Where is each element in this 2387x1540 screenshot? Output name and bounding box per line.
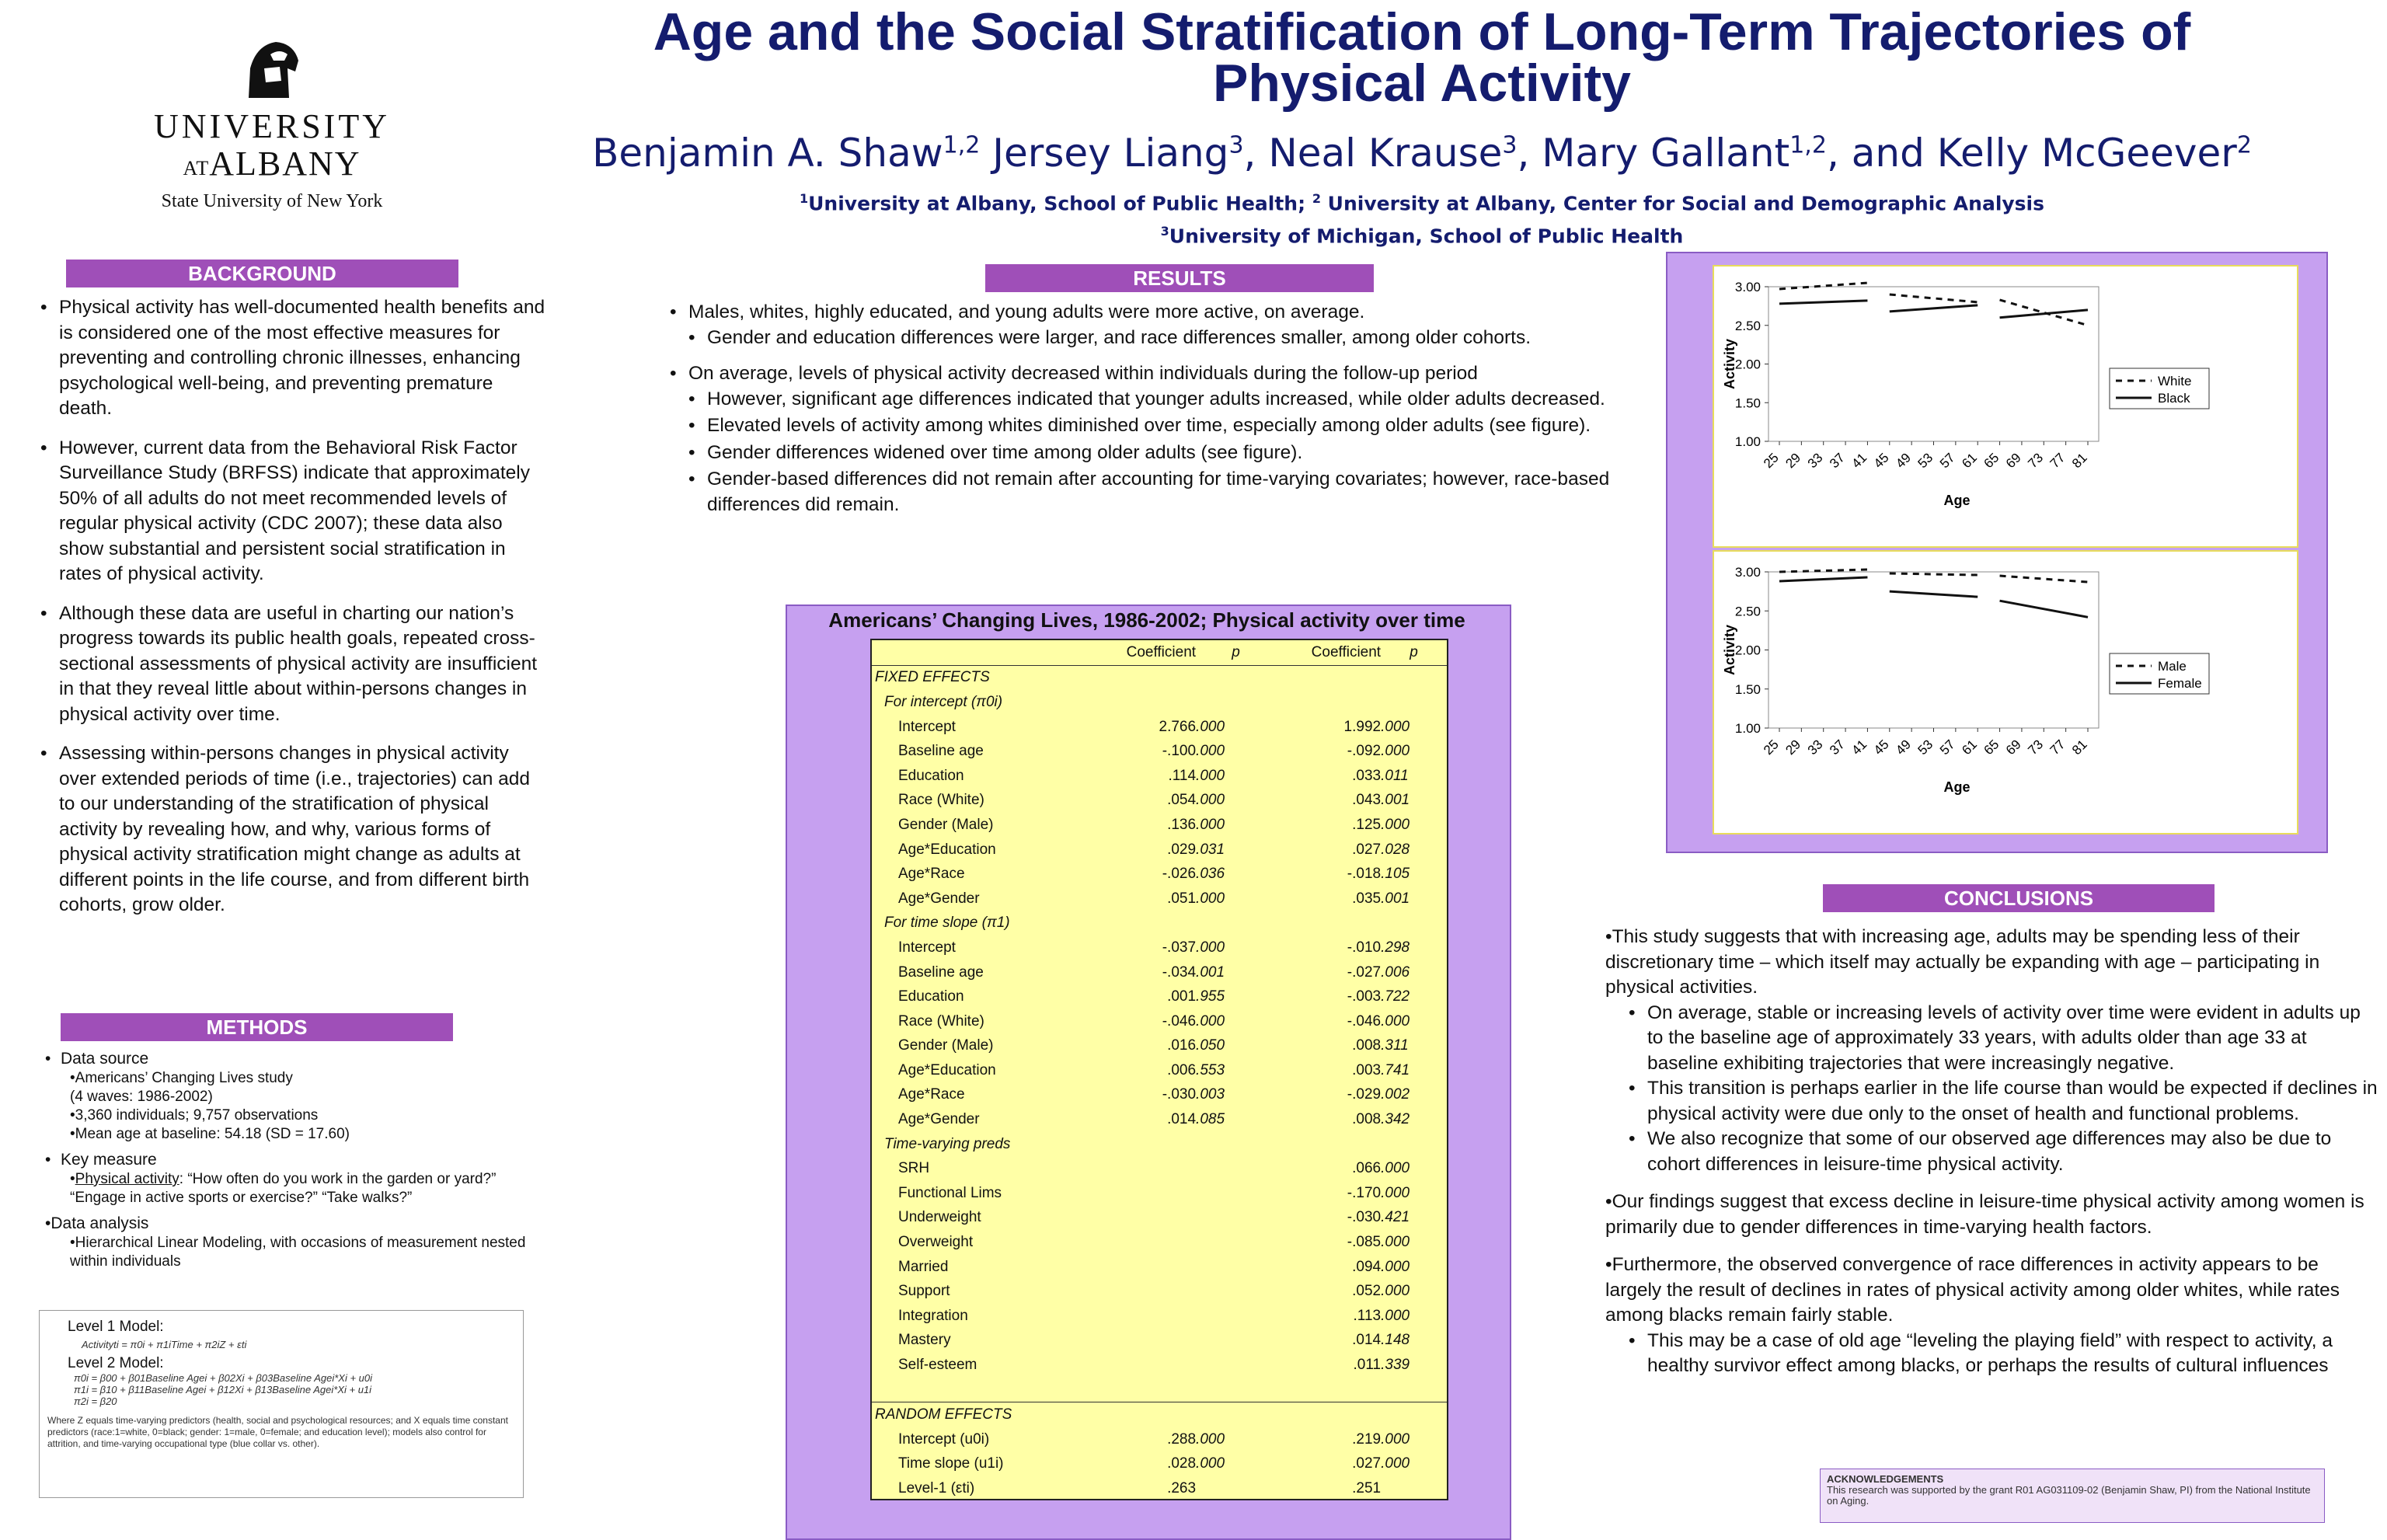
table-cell: -.046 — [1347, 1012, 1382, 1030]
table-cell: .011 — [1381, 767, 1409, 784]
table-cell: .000 — [1381, 816, 1410, 833]
table-cell: 2.766 — [1159, 718, 1197, 735]
university-logo — [117, 37, 427, 211]
table-cell: .000 — [1381, 743, 1410, 760]
results-subbullet: • Gender-based differences did not remain after accounting for time-varying covariates; however, race-based differences did remain. — [688, 467, 1664, 517]
level1-equation: Activityti = π0i + π1iTime + π2iZ + εti — [82, 1339, 247, 1350]
row-label: Gender (Male) — [898, 816, 994, 833]
table-cell: .288 — [1167, 1430, 1197, 1448]
results-subbullet: • Gender and education differences were larger, and race differences smaller, among older cohorts. — [688, 326, 1664, 351]
x-tick-label: 41 — [1849, 737, 1870, 758]
table-cell: .113 — [1353, 1307, 1382, 1324]
conclusions-heading: CONCLUSIONS — [1823, 884, 2215, 912]
x-tick-label: 49 — [1893, 450, 1914, 472]
table-cell: .028 — [1381, 841, 1410, 858]
table-cell: .000 — [1381, 1258, 1410, 1275]
table-cell: .000 — [1196, 939, 1225, 956]
table-section-label: For time slope (π1) — [884, 915, 1010, 932]
race-activity-chart — [1713, 265, 2298, 548]
table-cell: -.003 — [1347, 988, 1382, 1005]
row-label: Underweight — [898, 1209, 981, 1226]
table-section-row — [872, 1132, 1447, 1157]
y-tick-label: 3.00 — [1734, 565, 1761, 580]
table-cell: .008 — [1352, 1037, 1382, 1054]
table-cell: -.100 — [1162, 743, 1197, 760]
background-text — [40, 295, 545, 932]
row-label: Race (White) — [898, 1012, 984, 1030]
col-header: p — [1381, 640, 1447, 665]
table-cell: .722 — [1381, 988, 1410, 1005]
acknowledgements-box — [1820, 1469, 2325, 1523]
table-cell: .000 — [1381, 1160, 1410, 1177]
table-cell — [1196, 1230, 1276, 1255]
table-cell: .033 — [1352, 767, 1382, 784]
results-bullet: • Males, whites, highly educated, and young adults were more active, on average. • Gender and education differences were larger, and race differences smaller, among older cohorts. — [670, 300, 1664, 350]
legend-label: Female — [2158, 676, 2202, 691]
conclusions-text — [1605, 925, 2379, 1392]
table-cell — [1196, 1329, 1276, 1354]
table-cell: .001 — [1381, 890, 1410, 907]
table-cell: .003 — [1196, 1086, 1225, 1103]
table-cell — [1098, 1329, 1196, 1354]
x-tick-label: 33 — [1804, 737, 1826, 758]
table-cell: .000 — [1196, 1430, 1225, 1448]
table-cell — [1196, 1255, 1276, 1280]
y-tick-label: 2.00 — [1734, 357, 1761, 372]
table-row — [872, 1304, 1447, 1329]
methods-key-measure: • Key measure — [45, 1150, 550, 1170]
gender-chart-svg — [1714, 552, 2297, 833]
table-cell: .029 — [1167, 841, 1197, 858]
table-cell: -.030 — [1347, 1209, 1382, 1226]
table-row — [872, 715, 1447, 740]
y-tick-label: 3.00 — [1734, 280, 1761, 294]
table-cell — [1196, 1304, 1276, 1329]
table-cell: .094 — [1352, 1258, 1382, 1275]
col-header: p — [1196, 640, 1276, 665]
conclusion-paragraph: •Our findings suggest that excess decline in leisure-time physical activity among women is primarily due to gender differences in time-varying health factors. — [1605, 1191, 2364, 1238]
table-cell: -.085 — [1347, 1234, 1382, 1251]
row-label: Mastery — [898, 1332, 951, 1349]
table-cell — [1098, 1156, 1196, 1181]
table-cell: .000 — [1196, 1012, 1225, 1030]
conclusion-subbullet: • On average, stable or increasing levels of activity over time were evident in adults up to the baseline age of approximately 33 years, with adults older than age 33 at baseline exhibiting trajectories that were increasingly negative. — [1629, 1001, 2379, 1077]
x-tick-label: 77 — [2047, 737, 2068, 758]
table-cell: .031 — [1196, 841, 1225, 858]
table-row — [872, 1255, 1447, 1280]
level2-equation: π1i = β10 + β11Baseline Agei + β12Xi + β13Baseline Agei*Xi + u1i — [74, 1384, 372, 1395]
table-section-label: FIXED EFFECTS — [875, 669, 990, 686]
methods-item: •Hierarchical Linear Modeling, with occasions of measurement nested within individuals — [70, 1235, 526, 1270]
table-cell: .027 — [1352, 1455, 1382, 1472]
poster-title: Age and the Social Stratification of Long-Term Trajectories of Physical Activity — [653, 2, 2191, 113]
table-cell: .001 — [1381, 792, 1410, 809]
row-label: Age*Race — [898, 866, 965, 883]
table-section-label: For intercept (π0i) — [884, 693, 1003, 710]
table-cell: .263 — [1167, 1479, 1197, 1496]
table-cell: .000 — [1381, 1283, 1410, 1300]
table-row — [872, 960, 1447, 985]
x-tick-label: 65 — [1981, 737, 2002, 758]
table-cell: .105 — [1381, 866, 1410, 883]
table-cell: -.030 — [1162, 1086, 1197, 1103]
x-tick-label: 81 — [2069, 737, 2090, 758]
table-cell: .000 — [1381, 1184, 1410, 1201]
table-cell: .553 — [1196, 1061, 1225, 1078]
model-note: Where Z equals time-varying predictors (health, social and psychological resources; and X equals time constant predictors (race:1=white, 0=black; gender: 1=male, 0=female; and education level); models also control for attrition, and time-varying occupational type (blue collar vs. other). — [47, 1415, 508, 1449]
table-cell: .035 — [1352, 890, 1382, 907]
row-label: Gender (Male) — [898, 1037, 994, 1054]
row-label: Education — [898, 988, 964, 1005]
results-bullet: • On average, levels of physical activity decreased within individuals during the follow-up period • However, significant age differences indicated that younger adults increased, while older adults decreased. • Elevated levels of activity among whites diminished over time, especially among older adults (see figure). • Gender differences widened over time among older adults (see figure). • Gender-based differences did not remain after accounting for time-varying covariates; however, race-based differences did remain. — [670, 361, 1664, 517]
table-cell: .342 — [1381, 1111, 1410, 1128]
conclusion-subbullet: • We also recognize that some of our observed age differences may also be due to cohort differences in leisure-time physical activity. — [1629, 1127, 2379, 1177]
table-row — [872, 887, 1447, 911]
row-label: Intercept — [898, 939, 956, 956]
table-cell: .251 — [1352, 1479, 1382, 1496]
x-tick-label: 25 — [1761, 450, 1782, 472]
x-tick-label: 29 — [1782, 450, 1804, 472]
row-label: Baseline age — [898, 743, 984, 760]
table-spacer — [872, 1378, 1447, 1402]
table-cell: -.092 — [1347, 743, 1382, 760]
table-row — [872, 1034, 1447, 1059]
level1-label: Level 1 Model: — [68, 1319, 164, 1335]
table-cell: .114 — [1168, 767, 1197, 784]
row-label: Support — [898, 1283, 950, 1300]
table-row — [872, 1452, 1447, 1477]
x-tick-label: 53 — [1915, 450, 1936, 472]
legend-label: Male — [2158, 659, 2187, 674]
y-tick-label: 2.50 — [1734, 604, 1761, 619]
table-cell: .741 — [1381, 1061, 1410, 1078]
table-section-row — [872, 911, 1447, 936]
methods-data-source: • Data source — [45, 1049, 550, 1069]
legend-label: White — [2158, 374, 2192, 388]
row-label: Time slope (u1i) — [898, 1455, 1004, 1472]
x-tick-label: 69 — [2002, 450, 2024, 472]
table-cell: .000 — [1196, 816, 1225, 833]
table-cell: .000 — [1381, 718, 1410, 735]
table-cell: -.046 — [1162, 1012, 1197, 1030]
x-tick-label: 37 — [1827, 450, 1848, 472]
y-tick-label: 1.00 — [1734, 434, 1761, 449]
table-cell: .000 — [1381, 1455, 1410, 1472]
table-cell: .066 — [1352, 1160, 1382, 1177]
table-cell: .000 — [1381, 1012, 1410, 1030]
table-cell: .011 — [1353, 1357, 1382, 1374]
affiliation-2: $^3$University of Michigan, School of Public Health — [1160, 224, 1684, 248]
row-label: Intercept — [898, 718, 956, 735]
table-row — [872, 1107, 1447, 1132]
table-cell: .001 — [1167, 988, 1197, 1005]
affiliation-1: $^1$University at Albany, School of Public Health; $^2$ University at Albany, Center for Social and Demographic Analysis — [799, 191, 2045, 215]
methods-text — [45, 1049, 550, 1271]
table-cell — [1196, 1353, 1276, 1378]
level2-equation: π0i = β00 + β01Baseline Agei + β02Xi + β03Baseline Agei*Xi + u0i — [74, 1372, 373, 1384]
y-axis-label: Activity — [1722, 624, 1737, 676]
ack-heading: ACKNOWLEDGEMENTS — [1827, 1473, 1944, 1485]
table-section-row — [872, 1402, 1447, 1427]
row-label: Overweight — [898, 1234, 974, 1251]
table-cell: .028 — [1167, 1455, 1197, 1472]
y-tick-label: 1.00 — [1734, 721, 1761, 736]
methods-item: (4 waves: 1986-2002) — [70, 1089, 213, 1105]
model-box — [39, 1310, 524, 1498]
x-tick-label: 81 — [2069, 450, 2090, 472]
table-cell: .006 — [1167, 1061, 1197, 1078]
logo-university: UNIVERSITY — [154, 107, 390, 145]
table-cell: .000 — [1381, 1430, 1410, 1448]
table-cell: .219 — [1352, 1430, 1382, 1448]
table-header-row — [872, 640, 1447, 665]
x-tick-label: 69 — [2002, 737, 2024, 758]
table-cell — [1098, 1304, 1196, 1329]
table-cell — [1098, 1255, 1196, 1280]
logo-albany: ATALBANY — [183, 145, 361, 183]
table-cell — [1098, 1279, 1196, 1304]
results-subbullet: • Elevated levels of activity among whites diminished over time, especially among older adults (see figure). — [688, 413, 1664, 439]
table-cell: -.034 — [1162, 963, 1197, 981]
table-row — [872, 1353, 1447, 1378]
table-cell: .051 — [1167, 890, 1197, 907]
table-cell: .014 — [1167, 1111, 1197, 1128]
y-tick-label: 1.50 — [1734, 395, 1761, 411]
x-tick-label: 45 — [1870, 737, 1892, 758]
row-label: Race (White) — [898, 792, 984, 809]
table-cell: .298 — [1381, 939, 1410, 956]
x-tick-label: 37 — [1827, 737, 1848, 758]
table-cell: -.027 — [1347, 963, 1382, 981]
row-label: Age*Gender — [898, 1111, 980, 1128]
table-cell: .014 — [1352, 1332, 1382, 1349]
methods-item: •Americans’ Changing Lives study — [70, 1070, 293, 1086]
table-cell: .000 — [1196, 890, 1225, 907]
table-cell: .000 — [1196, 743, 1225, 760]
table-section-label: RANDOM EFFECTS — [872, 1402, 1447, 1427]
methods-heading: METHODS — [61, 1013, 453, 1041]
table-cell: .027 — [1352, 841, 1382, 858]
table-row — [872, 1427, 1447, 1452]
x-tick-label: 57 — [1936, 450, 1958, 472]
legend-label: Black — [2158, 391, 2190, 406]
table-cell — [1098, 1206, 1196, 1231]
authors: Benjamin A. Shaw$^{1,2}$ Jersey Liang$^3$, Neal Krause$^3$, Mary Gallant$^{1,2}$, and Kelly McGeever$^2$ — [592, 131, 2252, 176]
table-cell: .000 — [1196, 718, 1225, 735]
table-row — [872, 1476, 1447, 1501]
table-cell: .955 — [1196, 988, 1225, 1005]
x-tick-label: 77 — [2047, 450, 2068, 472]
table-cell: 1.992 — [1343, 718, 1382, 735]
row-label: Age*Gender — [898, 890, 980, 907]
table-row — [872, 1058, 1447, 1083]
results-heading: RESULTS — [985, 264, 1374, 292]
x-tick-label: 57 — [1936, 737, 1958, 758]
table-cell: .000 — [1381, 1307, 1410, 1324]
table-cell: -.170 — [1347, 1184, 1382, 1201]
table-cell: .036 — [1196, 866, 1225, 883]
ack-text: This research was supported by the grant R01 AG031109-02 (Benjamin Shaw, PI) from the National Institute on Aging. — [1827, 1484, 2311, 1507]
table-row — [872, 813, 1447, 838]
table-cell: .000 — [1196, 1455, 1225, 1472]
row-label: Married — [898, 1258, 949, 1275]
table-row — [872, 984, 1447, 1009]
row-label: Baseline age — [898, 963, 984, 981]
table-cell: .125 — [1352, 816, 1382, 833]
table-cell — [1098, 1230, 1196, 1255]
table-cell: -.010 — [1347, 939, 1382, 956]
table-cell: .148 — [1381, 1332, 1410, 1349]
x-axis-label: Age — [1943, 493, 1971, 508]
results-subbullet: • However, significant age differences indicated that younger adults increased, while older adults decreased. — [688, 387, 1664, 413]
methods-item: •3,360 individuals; 9,757 observations — [70, 1107, 319, 1124]
background-bullet: • Although these data are useful in charting our nation’s progress towards its public health goals, repeated cross-sectional assessments of physical activity are insufficient in that they reveal little about within-persons changes in physical activity over time. — [40, 601, 545, 728]
table-cell: .006 — [1381, 963, 1410, 981]
table-cell: .421 — [1381, 1209, 1410, 1226]
x-tick-label: 53 — [1915, 737, 1936, 758]
table-cell: .003 — [1352, 1061, 1382, 1078]
x-tick-label: 61 — [1959, 737, 1981, 758]
table-cell: .043 — [1352, 792, 1382, 809]
table-row — [872, 1206, 1447, 1231]
results-subbullet: • Gender differences widened over time among older adults (see figure). — [688, 441, 1664, 466]
table-cell: .008 — [1352, 1111, 1382, 1128]
plot-area — [1768, 287, 2099, 441]
table-cell — [1196, 1156, 1276, 1181]
table-cell: -.029 — [1347, 1086, 1382, 1103]
plot-area — [1768, 572, 2099, 728]
col-header: Coefficient — [1276, 640, 1381, 665]
y-axis-label: Activity — [1722, 338, 1737, 390]
table-cell: .050 — [1196, 1037, 1225, 1054]
row-label: Education — [898, 767, 964, 784]
background-bullet: • Assessing within-persons changes in physical activity over extended periods of time (i.e., trajectories) can add to our understanding of the stratification of physical activity by revealing how, and why, various forms of physical activity stratification might change as adults at different points in the life course, and from different birth cohorts, grow older. — [40, 741, 545, 918]
table-row — [872, 1181, 1447, 1206]
conclusion-paragraph: •Furthermore, the observed convergence of race differences in activity appears to be largely the result of declines in rates of physical activity among older whites, while rates among blacks remain fairly stable. • This may be a case of old age “leveling the playing field” with respect to activity, a healthy survivor effect among blacks, or perhaps the results of cultural influences — [1605, 1253, 2379, 1379]
row-label: Age*Education — [898, 1061, 996, 1078]
table-cell: .016 — [1167, 1037, 1197, 1054]
y-tick-label: 2.00 — [1734, 643, 1761, 658]
x-tick-label: 45 — [1870, 450, 1892, 472]
row-label: Level-1 (εti) — [898, 1479, 975, 1496]
table-cell: -.026 — [1162, 866, 1197, 883]
methods-item: •Physical activity: “How often do you work in the garden or yard?” “Engage in active sports or exercise?” “Take walks?” — [70, 1171, 497, 1206]
table-cell — [1381, 1476, 1447, 1501]
x-tick-label: 65 — [1981, 450, 2002, 472]
table-cell — [1098, 1353, 1196, 1378]
row-label: Functional Lims — [898, 1184, 1002, 1201]
table-cell: .000 — [1381, 1234, 1410, 1251]
x-tick-label: 49 — [1893, 737, 1914, 758]
gender-activity-chart — [1713, 550, 2298, 834]
x-tick-label: 25 — [1761, 737, 1782, 758]
table-cell — [1196, 1279, 1276, 1304]
table-row — [872, 764, 1447, 789]
table-cell: .136 — [1167, 816, 1197, 833]
conclusion-subbullet: • This may be a case of old age “leveling the playing field” with respect to activity, a healthy survivor effect among blacks, or perhaps the results of cultural influences — [1629, 1329, 2379, 1379]
background-heading: BACKGROUND — [66, 260, 458, 287]
y-tick-label: 2.50 — [1734, 318, 1761, 333]
y-tick-label: 1.50 — [1734, 681, 1761, 697]
table-row — [872, 1083, 1447, 1108]
table-cell: .339 — [1381, 1357, 1410, 1374]
col-header: Coefficient — [1098, 640, 1196, 665]
table-cell: .002 — [1381, 1086, 1410, 1103]
table-row — [872, 789, 1447, 814]
table-row — [872, 862, 1447, 887]
race-chart-svg — [1714, 267, 2297, 546]
table-row — [872, 935, 1447, 960]
x-tick-label: 61 — [1959, 450, 1981, 472]
minerva-icon — [233, 37, 311, 99]
conclusion-paragraph: •This study suggests that with increasing age, adults may be spending less of their discretionary time – which itself may actually be expanding with age – participating in physical activities. • On average, stable or increasing levels of activity over time were evident in adults up to the baseline age of approximately 33 years, with adults older than age 33 at baseline exhibiting trajectories that were increasingly negative. • This transition is perhaps earlier in the life course than would be expected if declines in physical activity were due only to the onset of health and functional problems. • We also recognize that some of our observed age differences may also be due to cohort differences in leisure-time physical activity. — [1605, 925, 2379, 1177]
methods-item: •Mean age at baseline: 54.18 (SD = 17.60) — [70, 1126, 350, 1142]
x-tick-label: 29 — [1782, 737, 1804, 758]
background-bullet: • Physical activity has well-documented health benefits and is considered one of the most effective measures for preventing and controlling chronic illnesses, enhancing psychological well-being, and preventing premature death. — [40, 295, 545, 422]
table-cell: -.037 — [1162, 939, 1197, 956]
table-section-row — [872, 690, 1447, 715]
table-cell: .001 — [1196, 963, 1225, 981]
row-label: Age*Race — [898, 1086, 965, 1103]
row-label: SRH — [898, 1160, 930, 1177]
table-row — [872, 739, 1447, 764]
table-cell: .052 — [1352, 1283, 1382, 1300]
x-tick-label: 73 — [2025, 737, 2047, 758]
x-tick-label: 73 — [2025, 450, 2047, 472]
table-cell: .000 — [1196, 767, 1225, 784]
conclusion-subbullet: • This transition is perhaps earlier in the life course than would be expected if declines in physical activity were due only to the onset of health and functional problems. — [1629, 1076, 2379, 1127]
table-cell: .054 — [1167, 792, 1197, 809]
table-title: Americans’ Changing Lives, 1986-2002; Physical activity over time — [828, 608, 1465, 632]
logo-suny: State University of New York — [161, 191, 383, 211]
table-row — [872, 1156, 1447, 1181]
table-cell — [1196, 1181, 1276, 1206]
background-bullet: • However, current data from the Behavioral Risk Factor Surveillance Study (BRFSS) indicate that approximately 50% of all adults do not meet recommended levels of regular physical activity (CDC 2007); these data also show substantial and persistent social stratification in rates of physical activity. — [40, 436, 545, 587]
results-text — [670, 300, 1664, 528]
table-cell: -.018 — [1347, 866, 1382, 883]
table-cell: .311 — [1381, 1037, 1409, 1054]
table-cell — [1098, 1181, 1196, 1206]
table-row — [872, 1230, 1447, 1255]
table-row — [872, 1279, 1447, 1304]
x-tick-label: 33 — [1804, 450, 1826, 472]
table-cell: .085 — [1196, 1111, 1225, 1128]
level2-equation: π2i = β20 — [74, 1395, 117, 1407]
table-cell: .000 — [1196, 792, 1225, 809]
methods-data-analysis: •Data analysis — [45, 1214, 149, 1232]
table-row — [872, 1329, 1447, 1354]
table-section-row — [872, 665, 1447, 690]
table-section-label: Time-varying preds — [884, 1135, 1011, 1152]
row-label: Age*Education — [898, 841, 996, 858]
coefficient-table — [870, 639, 1448, 1500]
row-label: Integration — [898, 1307, 968, 1324]
x-axis-label: Age — [1943, 779, 1971, 795]
row-label: Self-esteem — [898, 1357, 977, 1374]
x-tick-label: 41 — [1849, 450, 1870, 472]
table-row — [872, 1009, 1447, 1034]
row-label: Intercept (u0i) — [898, 1430, 990, 1448]
level2-label: Level 2 Model: — [68, 1355, 164, 1371]
table-row — [872, 838, 1447, 862]
table-cell — [1196, 1206, 1276, 1231]
table-cell — [1196, 1476, 1276, 1501]
